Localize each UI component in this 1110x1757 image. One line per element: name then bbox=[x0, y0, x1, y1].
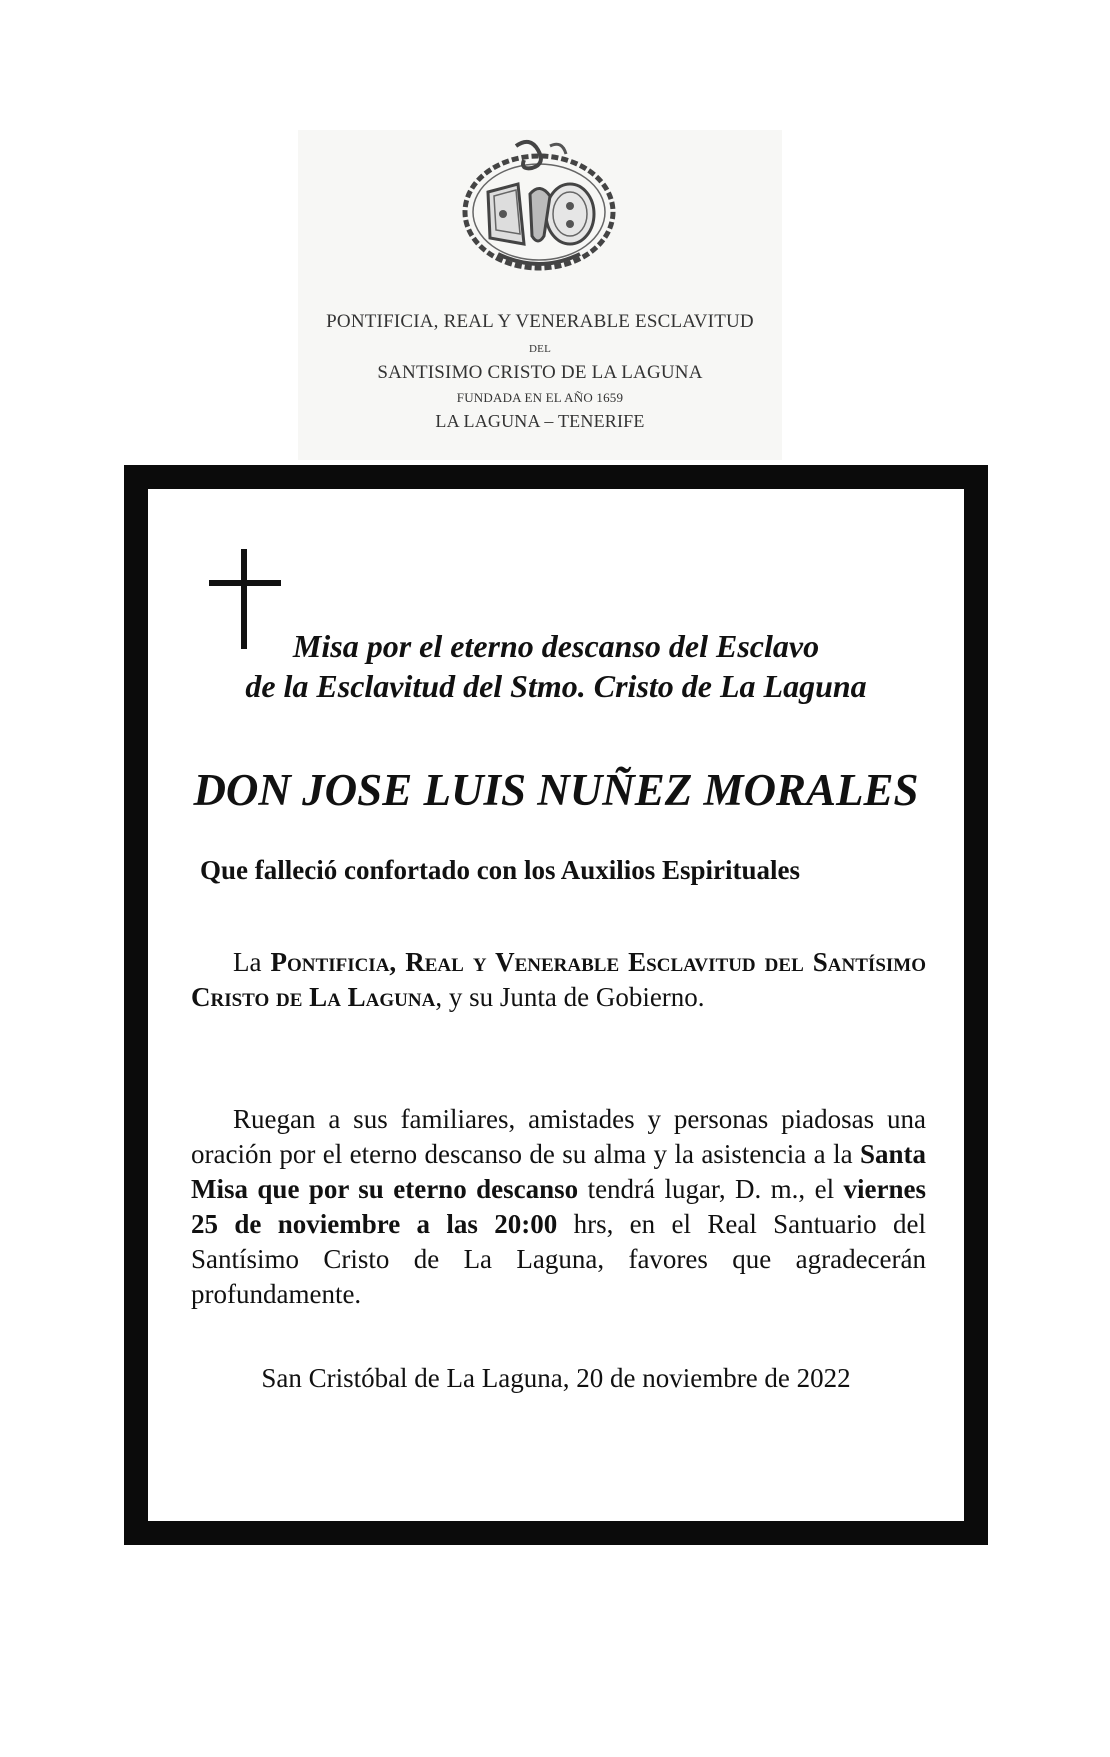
letterhead bbox=[298, 130, 782, 460]
p2-text-e: hrs, en el Real Santuario del Santísimo Cristo de La Laguna, favores que agradecerán profundamente. bbox=[191, 1209, 926, 1309]
deceased-name: DON JOSE LUIS NUÑEZ MORALES bbox=[193, 765, 919, 815]
paragraph-institution bbox=[191, 945, 926, 1015]
emblem-icon bbox=[458, 134, 620, 284]
header-line-1: PONTIFICIA, REAL Y VENERABLE ESCLAVITUD bbox=[326, 311, 754, 332]
p1-institution-name: Pontificia, Real y Venerable Esclavitud del Santísimo Cristo de La Laguna bbox=[191, 947, 926, 1012]
header-line-2: DEL bbox=[529, 343, 551, 355]
mourning-frame bbox=[124, 465, 988, 1545]
header-line-4: FUNDADA EN EL AÑO 1659 bbox=[456, 390, 624, 405]
dateline: San Cristóbal de La Laguna, 20 de noviembre de 2022 bbox=[261, 1363, 851, 1393]
header-line-3: SANTISIMO CRISTO DE LA LAGUNA bbox=[377, 362, 703, 383]
p2-date-bold: viernes 25 de noviembre a las 20:00 bbox=[191, 1174, 926, 1239]
p2-text-c: tendrá lugar, D. m., el bbox=[578, 1174, 844, 1204]
header-line-5: LA LAGUNA – TENERIFE bbox=[435, 411, 645, 431]
p2-mass-bold: Santa Misa que por su eterno descanso bbox=[191, 1139, 926, 1204]
intro-line-2: de la Esclavitud del Stmo. Cristo de La Laguna bbox=[245, 668, 867, 704]
p1-text-a: La bbox=[233, 947, 271, 977]
subtitle: Que falleció confortado con los Auxilios Espirituales bbox=[200, 855, 801, 885]
paragraph-request bbox=[191, 1102, 926, 1312]
p2-text-a: Ruegan a sus familiares, amistades y personas piadosas una oración por el eterno descanso de su alma y la asistencia a la bbox=[191, 1104, 926, 1169]
intro-line-1: Misa por el eterno descanso del Esclavo bbox=[292, 628, 820, 664]
notice-body bbox=[148, 489, 964, 1521]
p1-text-c: , y su Junta de Gobierno. bbox=[435, 982, 705, 1012]
